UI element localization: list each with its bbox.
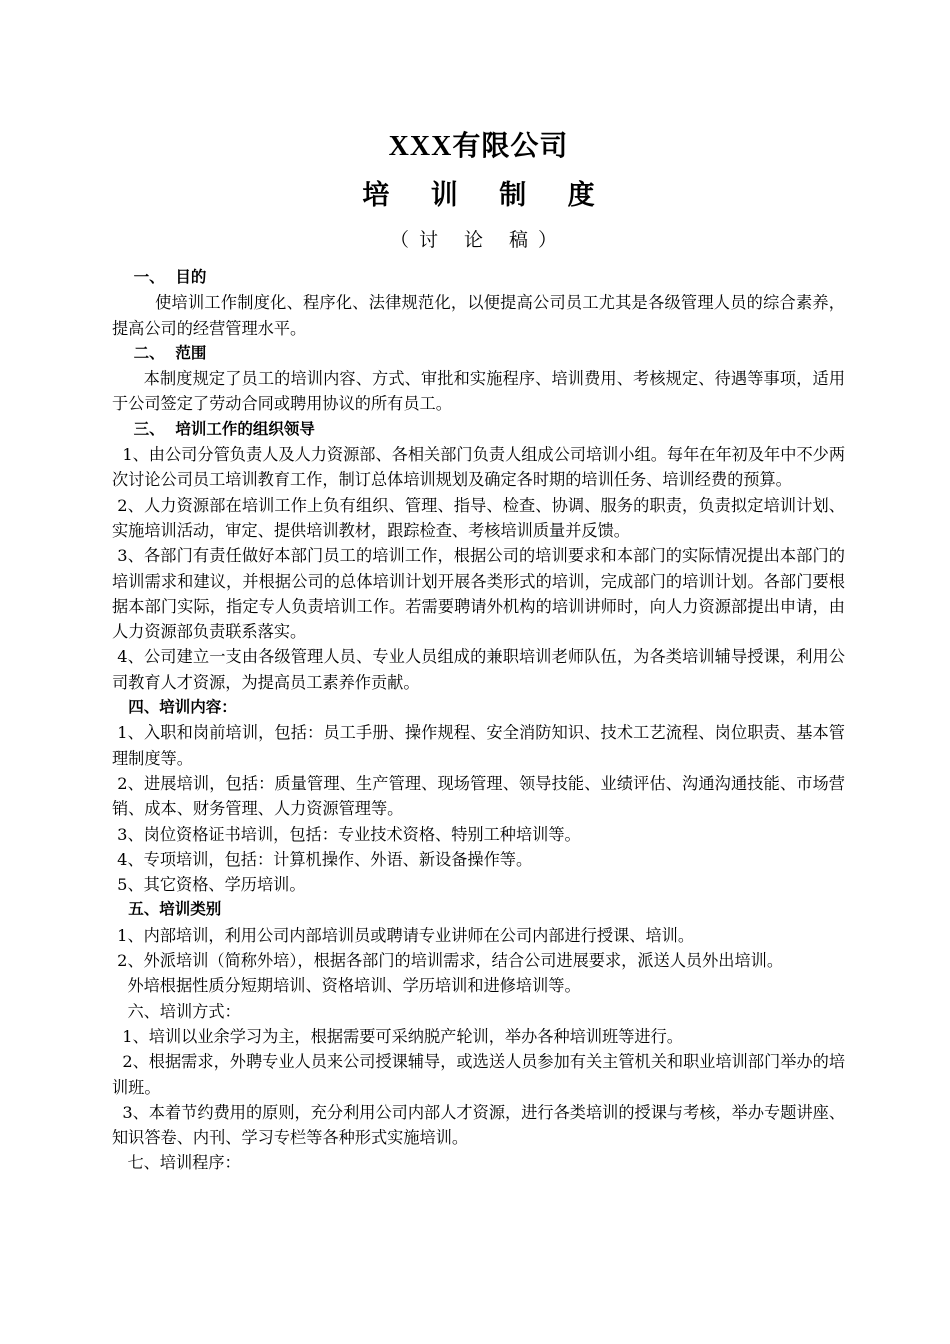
section-heading-purpose: 一、 目的: [112, 268, 207, 286]
paragraph: 3、各部门有责任做好本部门员工的培训工作，根据公司的培训要求和本部门的实际情况提出本部门的培训需求和建议，并根据公司的总体培训计划开展各类形式的培训，完成部门的培训计划。各部门要根据本部门实际，指定专人负责培训工作。若需要聘请外机构的培训讲师时，向人力资源部提出申请，由人力资源部负责联系落实。: [112, 546, 845, 642]
paragraph: 2、根据需求，外聘专业人员来公司授课辅导，或选送人员参加有关主管机关和职业培训部门举办的培训班。: [112, 1052, 846, 1097]
document-title: 培 训 制 度: [362, 180, 611, 211]
paragraph: 2、进展培训，包括：质量管理、生产管理、现场管理、领导技能、业绩评估、沟通沟通技能、市场营销、成本、财务管理、人力资源管理等。: [112, 773, 845, 819]
paragraph: 1、入职和岗前培训，包括：员工手册、操作规程、安全消防知识、技术工艺流程、岗位职责、基本管理制度等。: [112, 723, 845, 768]
paragraph: 外培根据性质分短期培训、资格培训、学历培训和进修培训等。: [112, 976, 581, 996]
paragraph: 3、本着节约费用的原则，充分利用公司内部人才资源，进行各类培训的授课与考核，举办专题讲座、知识答卷、内刊、学习专栏等各种形式实施培训。: [112, 1102, 846, 1148]
section-heading-method: 六、培训方式：: [112, 1001, 241, 1021]
draft-note: （讨 论 稿）: [389, 229, 568, 251]
paragraph: 4、专项培训，包括：计算机操作、外语、新设备操作等。: [112, 849, 533, 869]
section-heading-procedure: 七、培训程序：: [112, 1153, 241, 1173]
company-title: XXX有限公司: [388, 131, 569, 162]
section-heading-scope: 二、 范围: [112, 343, 207, 362]
section-heading-content: 四、培训内容：: [112, 698, 237, 717]
paragraph: 5、其它资格、学历培训。: [112, 875, 306, 895]
section-heading-category: 五、培训类别: [112, 900, 222, 919]
paragraph: 使培训工作制度化、程序化、法律规范化，以便提高公司员工尤其是各级管理人员的综合素养，提高公司的经营管理水平。: [112, 293, 845, 338]
paragraph: 1、培训以业余学习为主，根据需要可采纳脱产轮训，举办各种培训班等进行。: [112, 1026, 683, 1046]
paragraph: 本制度规定了员工的培训内容、方式、审批和实施程序、培训费用、考核规定、待遇等事项，适用于公司签定了劳动合同或聘用协议的所有员工。: [112, 369, 846, 414]
document-body: [112, 265, 845, 1176]
paragraph: 2、外派培训（简称外培），根据各部门的培训需求，结合公司进展要求，派送人员外出培训。: [112, 951, 784, 971]
paragraph: 1、由公司分管负责人及人力资源部、各相关部门负责人组成公司培训小组。每年在年初及年中不少两次讨论公司员工培训教育工作，制订总体培训规划及确定各时期的培训任务、培训经费的预算。: [112, 445, 846, 490]
paragraph: 4、公司建立一支由各级管理人员、专业人员组成的兼职培训老师队伍，为各类培训辅导授课，利用公司教育人才资源，为提高员工素养作贡献。: [112, 647, 845, 692]
section-heading-organization: 三、 培训工作的组织领导: [112, 419, 315, 438]
paragraph: 2、人力资源部在培训工作上负有组织、管理、指导、检查、协调、服务的职责，负责拟定培训计划、实施培训活动，审定、提供培训教材，跟踪检查、考核培训质量并反馈。: [112, 495, 845, 540]
paragraph: 1、内部培训，利用公司内部培训员或聘请专业讲师在公司内部进行授课、培训。: [112, 925, 695, 945]
paragraph: 3、岗位资格证书培训，包括：专业技术资格、特别工种培训等。: [112, 824, 581, 844]
